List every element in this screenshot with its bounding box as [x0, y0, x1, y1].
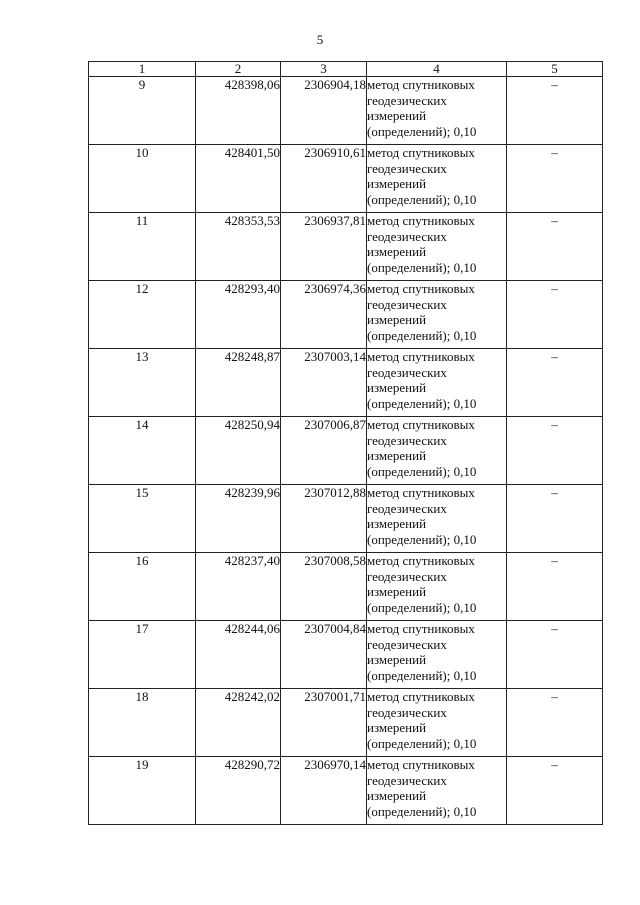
method-line: геодезических — [367, 160, 447, 176]
point-number-cell: 14 — [89, 417, 196, 485]
point-number-cell: 19 — [89, 757, 196, 825]
method-line: (определений); 0,10 — [367, 259, 477, 275]
point-number-cell: 13 — [89, 349, 196, 417]
method-line: (определений); 0,10 — [367, 803, 477, 819]
method-line: измерений — [367, 448, 427, 463]
method-line: метод спутниковых — [367, 621, 475, 636]
method-line: геодезических — [367, 432, 447, 448]
method-line: (определений); 0,10 — [367, 123, 477, 139]
method-cell — [367, 417, 507, 485]
method-line: измерений — [367, 584, 427, 599]
y-coordinate-cell: 2307001,71 — [281, 689, 367, 757]
note-cell: – — [507, 77, 603, 145]
table-row — [89, 621, 603, 689]
method-cell — [367, 485, 507, 553]
y-coordinate-cell: 2306904,18 — [281, 77, 367, 145]
method-line: измерений — [367, 652, 427, 667]
note-cell: – — [507, 485, 603, 553]
point-number-cell: 12 — [89, 281, 196, 349]
method-line: измерений — [367, 788, 427, 803]
method-line: (определений); 0,10 — [367, 395, 477, 411]
point-number-cell: 16 — [89, 553, 196, 621]
table-row — [89, 213, 603, 281]
note-cell: – — [507, 213, 603, 281]
point-number-cell: 10 — [89, 145, 196, 213]
point-number-cell: 18 — [89, 689, 196, 757]
x-coordinate-cell: 428248,87 — [196, 349, 281, 417]
y-coordinate-cell: 2307003,14 — [281, 349, 367, 417]
x-coordinate-cell: 428353,53 — [196, 213, 281, 281]
method-line: измерений — [367, 720, 427, 735]
method-line: метод спутниковых — [367, 213, 475, 228]
note-cell: – — [507, 553, 603, 621]
y-coordinate-cell: 2307008,58 — [281, 553, 367, 621]
header-row — [89, 62, 603, 77]
method-line: измерений — [367, 176, 427, 191]
x-coordinate-cell: 428293,40 — [196, 281, 281, 349]
method-line: геодезических — [367, 364, 447, 380]
header-cell-1: 1 — [89, 62, 196, 77]
note-cell: – — [507, 417, 603, 485]
method-cell — [367, 553, 507, 621]
y-coordinate-cell: 2306910,61 — [281, 145, 367, 213]
table-row — [89, 757, 603, 825]
table-body — [89, 77, 603, 825]
x-coordinate-cell: 428244,06 — [196, 621, 281, 689]
method-line: геодезических — [367, 636, 447, 652]
x-coordinate-cell: 428237,40 — [196, 553, 281, 621]
table-row — [89, 417, 603, 485]
header-cell-5: 5 — [507, 62, 603, 77]
method-line: метод спутниковых — [367, 689, 475, 704]
method-line: (определений); 0,10 — [367, 191, 477, 207]
method-line: геодезических — [367, 228, 447, 244]
page-number: 5 — [316, 32, 324, 47]
x-coordinate-cell: 428239,96 — [196, 485, 281, 553]
table-row — [89, 77, 603, 145]
method-cell — [367, 349, 507, 417]
method-line: (определений); 0,10 — [367, 463, 477, 479]
note-cell: – — [507, 349, 603, 417]
method-line: геодезических — [367, 500, 447, 516]
method-cell — [367, 757, 507, 825]
table-row — [89, 553, 603, 621]
method-line: геодезических — [367, 772, 447, 788]
method-line: измерений — [367, 380, 427, 395]
method-line: измерений — [367, 244, 427, 259]
method-line: измерений — [367, 312, 427, 327]
method-line: метод спутниковых — [367, 145, 475, 160]
note-cell: – — [507, 621, 603, 689]
method-line: метод спутниковых — [367, 417, 475, 432]
table-row — [89, 145, 603, 213]
table-row — [89, 281, 603, 349]
x-coordinate-cell: 428290,72 — [196, 757, 281, 825]
method-line: (определений); 0,10 — [367, 599, 477, 615]
point-number-cell: 11 — [89, 213, 196, 281]
y-coordinate-cell: 2307004,84 — [281, 621, 367, 689]
method-line: (определений); 0,10 — [367, 667, 477, 683]
method-line: метод спутниковых — [367, 77, 475, 92]
table-row — [89, 689, 603, 757]
note-cell: – — [507, 145, 603, 213]
method-line: (определений); 0,10 — [367, 531, 477, 547]
note-cell: – — [507, 757, 603, 825]
x-coordinate-cell: 428401,50 — [196, 145, 281, 213]
method-line: метод спутниковых — [367, 281, 475, 296]
point-number-cell: 17 — [89, 621, 196, 689]
coordinates-table — [88, 61, 603, 825]
method-line: геодезических — [367, 704, 447, 720]
method-cell — [367, 281, 507, 349]
table-row — [89, 349, 603, 417]
y-coordinate-cell: 2307006,87 — [281, 417, 367, 485]
note-cell: – — [507, 689, 603, 757]
table-row — [89, 485, 603, 553]
y-coordinate-cell: 2306937,81 — [281, 213, 367, 281]
point-number-cell: 9 — [89, 77, 196, 145]
x-coordinate-cell: 428242,02 — [196, 689, 281, 757]
method-line: геодезических — [367, 568, 447, 584]
method-cell — [367, 621, 507, 689]
header-cell-4: 4 — [367, 62, 507, 77]
method-line: метод спутниковых — [367, 757, 475, 772]
method-line: геодезических — [367, 92, 447, 108]
method-cell — [367, 145, 507, 213]
x-coordinate-cell: 428398,06 — [196, 77, 281, 145]
method-line: метод спутниковых — [367, 553, 475, 568]
x-coordinate-cell: 428250,94 — [196, 417, 281, 485]
method-line: метод спутниковых — [367, 349, 475, 364]
method-line: (определений); 0,10 — [367, 735, 477, 751]
method-line: (определений); 0,10 — [367, 327, 477, 343]
y-coordinate-cell: 2306970,14 — [281, 757, 367, 825]
method-cell — [367, 213, 507, 281]
method-line: метод спутниковых — [367, 485, 475, 500]
method-line: измерений — [367, 108, 427, 123]
point-number-cell: 15 — [89, 485, 196, 553]
method-cell — [367, 689, 507, 757]
method-cell — [367, 77, 507, 145]
y-coordinate-cell: 2306974,36 — [281, 281, 367, 349]
y-coordinate-cell: 2307012,88 — [281, 485, 367, 553]
note-cell: – — [507, 281, 603, 349]
method-line: геодезических — [367, 296, 447, 312]
header-cell-3: 3 — [281, 62, 367, 77]
method-line: измерений — [367, 516, 427, 531]
header-cell-2: 2 — [196, 62, 281, 77]
